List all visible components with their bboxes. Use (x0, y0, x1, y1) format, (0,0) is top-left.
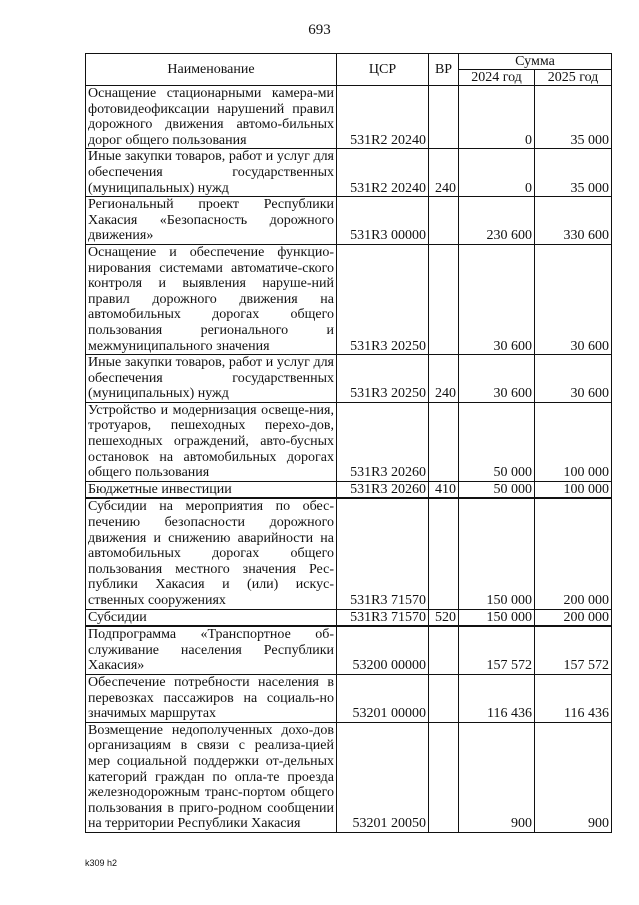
table-row (86, 498, 612, 609)
row-name: Иные закупки товаров, работ и услуг для обеспечения государственных (муниципальных) нужд (86, 355, 337, 403)
row-vr: 520 (429, 609, 459, 626)
row-vr (429, 626, 459, 674)
row-csr: 531R3 71570 (337, 498, 429, 609)
row-sum-2025: 30 600 (535, 355, 612, 403)
table-row (86, 722, 612, 832)
row-sum-2024: 0 (459, 149, 535, 197)
row-sum-2025: 35 000 (535, 86, 612, 149)
table-row (86, 674, 612, 722)
row-sum-2025: 116 436 (535, 674, 612, 722)
row-sum-2025: 200 000 (535, 498, 612, 609)
row-csr: 53200 00000 (337, 626, 429, 674)
row-name: Устройство и модернизация освеще-ния, тротуаров, пешеходных перехо-дов, пешеходных ограждений, авто-бусных остановок на автомобильных дорогах общего пользования (86, 402, 337, 481)
row-sum-2024: 50 000 (459, 402, 535, 481)
row-vr: 240 (429, 149, 459, 197)
row-sum-2024: 157 572 (459, 626, 535, 674)
row-vr (429, 197, 459, 245)
row-csr: 531R2 20240 (337, 149, 429, 197)
table-row (86, 149, 612, 197)
row-name: Подпрограмма «Транспортное об-служивание населения Республики Хакасия» (86, 626, 337, 674)
row-vr (429, 402, 459, 481)
row-name: Иные закупки товаров, работ и услуг для обеспечения государственных (муниципальных) нужд (86, 149, 337, 197)
row-csr: 531R3 20260 (337, 402, 429, 481)
row-sum-2024: 30 600 (459, 355, 535, 403)
row-csr: 531R3 20250 (337, 355, 429, 403)
row-csr: 531R3 00000 (337, 197, 429, 245)
row-vr: 410 (429, 481, 459, 498)
row-csr: 531R2 20240 (337, 86, 429, 149)
row-sum-2025: 100 000 (535, 481, 612, 498)
row-vr (429, 86, 459, 149)
table-row (86, 481, 612, 498)
row-name: Оснащение и обеспечение функцио-нирования системами автоматиче-ского контроля и выявления наруше-ний правил дорожного движения на автомобильных дорогах общего пользования регионального и межмуниципального значения (86, 244, 337, 354)
row-csr: 531R3 71570 (337, 609, 429, 626)
row-name: Возмещение недополученных дохо-дов организациям в связи с реализа-цией мер социальной поддержки от-дельных категорий граждан по опла-те проезда железнодорожным транс-портом общего пользования в приго-родном сообщении на территории Республики Хакасия (86, 722, 337, 832)
row-vr (429, 722, 459, 832)
row-sum-2025: 30 600 (535, 244, 612, 354)
row-csr: 53201 00000 (337, 674, 429, 722)
row-sum-2024: 50 000 (459, 481, 535, 498)
row-sum-2024: 230 600 (459, 197, 535, 245)
table-row (86, 86, 612, 149)
table-row (86, 626, 612, 674)
row-name: Региональный проект Республики Хакасия «Безопасность дорожного движения» (86, 197, 337, 245)
row-sum-2024: 30 600 (459, 244, 535, 354)
row-sum-2024: 116 436 (459, 674, 535, 722)
header-year-2025: 2025 год (535, 70, 612, 86)
row-sum-2024: 150 000 (459, 609, 535, 626)
row-vr: 240 (429, 355, 459, 403)
row-sum-2025: 100 000 (535, 402, 612, 481)
table-row (86, 402, 612, 481)
row-sum-2025: 900 (535, 722, 612, 832)
header-name: Наименование (86, 54, 337, 86)
row-csr: 531R3 20260 (337, 481, 429, 498)
table-row (86, 355, 612, 403)
row-sum-2024: 900 (459, 722, 535, 832)
row-name: Обеспечение потребности населения в перевозках пассажиров на социаль-но значимых маршрутах (86, 674, 337, 722)
row-vr (429, 498, 459, 609)
row-sum-2024: 0 (459, 86, 535, 149)
row-sum-2025: 330 600 (535, 197, 612, 245)
row-csr: 531R3 20250 (337, 244, 429, 354)
header-csr: ЦСР (337, 54, 429, 86)
row-sum-2025: 200 000 (535, 609, 612, 626)
table-row (86, 609, 612, 626)
header-year-2024: 2024 год (459, 70, 535, 86)
row-sum-2024: 150 000 (459, 498, 535, 609)
header-row (86, 54, 612, 70)
row-name: Оснащение стационарными камера-ми фотовидеофиксации нарушений правил дорожного движения автомо-бильных дорог общего пользования (86, 86, 337, 149)
footer-mark: k309 h2 (85, 858, 118, 868)
row-vr (429, 674, 459, 722)
row-name: Субсидии на мероприятия по обес-печению безопасности дорожного движения и снижению аварийности на автомобильных дорогах общего пользования местного значения Рес-публики Хакасия и (или) искус-ственных сооружениях (86, 498, 337, 609)
row-csr: 53201 20050 (337, 722, 429, 832)
table-row (86, 197, 612, 245)
header-vr: ВР (429, 54, 459, 86)
row-name: Субсидии (86, 609, 337, 626)
table-row (86, 244, 612, 354)
row-name: Бюджетные инвестиции (86, 481, 337, 498)
page-number: 693 (308, 22, 331, 38)
row-sum-2025: 157 572 (535, 626, 612, 674)
row-sum-2025: 35 000 (535, 149, 612, 197)
row-vr (429, 244, 459, 354)
budget-table (85, 53, 612, 833)
header-sum: Сумма (459, 54, 612, 70)
